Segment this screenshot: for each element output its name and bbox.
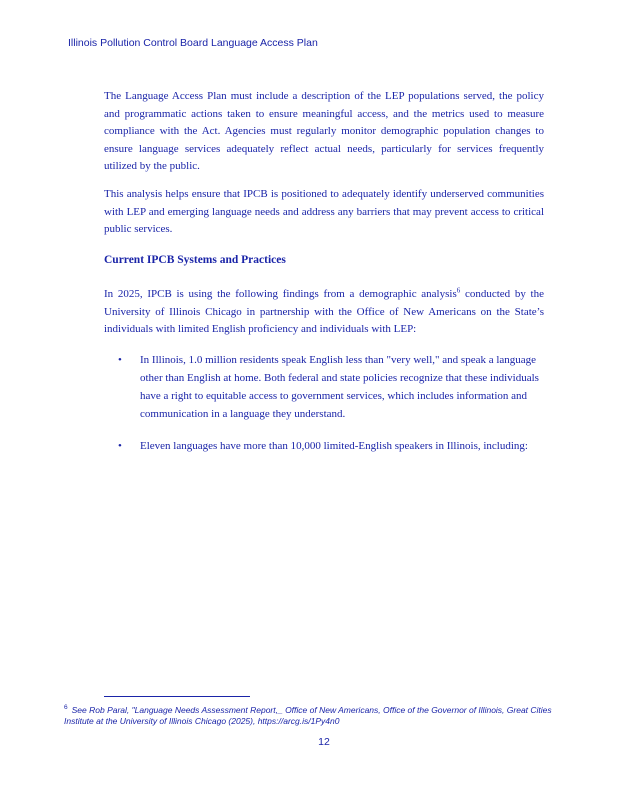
bullet-icon: •	[118, 440, 122, 452]
findings-text-start: In 2025, IPCB is using the following findings from a demographic analysis	[104, 288, 457, 300]
bullet-icon: •	[118, 354, 122, 366]
analysis-paragraph: This analysis helps ensure that IPCB is positioned to adequately identify underserved communities with LEP and emerging language needs and address any barriers that may prevent access to critical public services.	[104, 188, 544, 236]
section-heading: Current IPCB Systems and Practices	[104, 254, 286, 266]
footnote-number: 6	[64, 704, 68, 711]
bullet-list	[104, 351, 544, 423]
footnote-reference[interactable]: 6	[456, 286, 461, 295]
page-number: 12	[318, 736, 330, 748]
footnote	[64, 702, 554, 728]
list-item	[104, 351, 544, 423]
findings-text-end: conducted by the University of Illinois Chicago in partnership with the Office of New Americans on the State’s individuals with limited English proficiency and individuals with LEP:	[104, 288, 544, 336]
document-header: Illinois Pollution Control Board Language Access Plan	[68, 37, 318, 49]
footnote-divider	[104, 696, 250, 697]
list-item	[104, 437, 544, 455]
bullet-text: In Illinois, 1.0 million residents speak English less than "very well," and speak a language other than English at home. Both federal and state policies recognize that these individuals have a right to equitable access to government services, which includes information and communication in a language they understand.	[140, 354, 539, 420]
footnote-text: See Rob Paral, "Language Needs Assessment Report,_ Office of New Americans, Office of the Governor of Illinois, Great Cities Institute at the University of Illinois Chicago (2025), https://arcg.is/1Py4n0	[64, 704, 552, 727]
bullet-list	[104, 437, 544, 455]
findings-paragraph	[104, 286, 544, 339]
intro-paragraph: The Language Access Plan must include a description of the LEP populations served, the policy and programmatic actions taken to ensure meaningful access, and the metrics used to measure compliance with the Act. Agencies must regularly monitor demographic population changes to ensure language services adequately reflect actual needs, particularly for services frequently utilized by the public.	[104, 90, 544, 173]
bullet-text: Eleven languages have more than 10,000 limited-English speakers in Illinois, including:	[140, 440, 528, 452]
